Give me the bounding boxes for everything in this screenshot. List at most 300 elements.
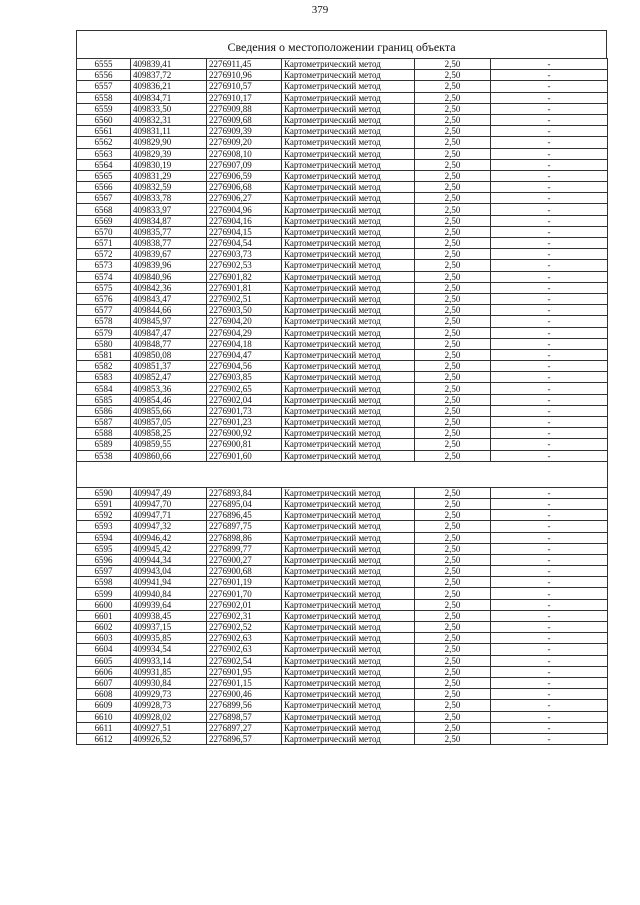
description-cell: -	[491, 170, 608, 181]
x-coordinate-cell: 409844,66	[131, 305, 207, 316]
accuracy-cell: 2,50	[415, 599, 491, 610]
x-coordinate-cell: 409933,14	[131, 655, 207, 666]
description-cell: -	[491, 733, 608, 744]
table-row	[77, 487, 608, 498]
accuracy-cell: 2,50	[415, 383, 491, 394]
description-cell: -	[491, 126, 608, 137]
point-number-cell: 6610	[77, 711, 131, 722]
table-row	[77, 383, 608, 394]
y-coordinate-cell: 2276907,09	[207, 159, 282, 170]
accuracy-cell: 2,50	[415, 271, 491, 282]
point-number-cell: 6560	[77, 114, 131, 125]
y-coordinate-cell: 2276901,19	[207, 577, 282, 588]
description-cell: -	[491, 666, 608, 677]
point-number-cell: 6578	[77, 316, 131, 327]
x-coordinate-cell: 409938,45	[131, 610, 207, 621]
description-cell: -	[491, 238, 608, 249]
method-cell: Картометрический метод	[282, 81, 415, 92]
x-coordinate-cell: 409860,66	[131, 450, 207, 461]
point-number-cell: 6555	[77, 59, 131, 70]
point-number-cell: 6573	[77, 260, 131, 271]
point-number-cell: 6605	[77, 655, 131, 666]
x-coordinate-cell: 409831,11	[131, 126, 207, 137]
y-coordinate-cell: 2276902,01	[207, 599, 282, 610]
description-cell: -	[491, 655, 608, 666]
x-coordinate-cell: 409929,73	[131, 689, 207, 700]
y-coordinate-cell: 2276901,95	[207, 666, 282, 677]
y-coordinate-cell: 2276898,57	[207, 711, 282, 722]
table-row	[77, 577, 608, 588]
accuracy-cell: 2,50	[415, 722, 491, 733]
table-row	[77, 633, 608, 644]
description-cell: -	[491, 487, 608, 498]
description-cell: -	[491, 70, 608, 81]
x-coordinate-cell: 409937,15	[131, 622, 207, 633]
point-number-cell: 6559	[77, 103, 131, 114]
accuracy-cell: 2,50	[415, 439, 491, 450]
y-coordinate-cell: 2276903,85	[207, 372, 282, 383]
description-cell: -	[491, 610, 608, 621]
table-row	[77, 372, 608, 383]
table-row	[77, 193, 608, 204]
method-cell: Картометрический метод	[282, 293, 415, 304]
description-cell: -	[491, 226, 608, 237]
y-coordinate-cell: 2276910,96	[207, 70, 282, 81]
accuracy-cell: 2,50	[415, 543, 491, 554]
point-number-cell: 6600	[77, 599, 131, 610]
accuracy-cell: 2,50	[415, 610, 491, 621]
point-number-cell: 6570	[77, 226, 131, 237]
accuracy-cell: 2,50	[415, 372, 491, 383]
table-row	[77, 238, 608, 249]
y-coordinate-cell: 2276906,59	[207, 170, 282, 181]
y-coordinate-cell: 2276897,27	[207, 722, 282, 733]
point-number-cell: 6596	[77, 554, 131, 565]
point-number-cell: 6556	[77, 70, 131, 81]
description-cell: -	[491, 599, 608, 610]
method-cell: Картометрический метод	[282, 532, 415, 543]
table-row	[77, 722, 608, 733]
x-coordinate-cell: 409833,97	[131, 204, 207, 215]
x-coordinate-cell: 409944,34	[131, 554, 207, 565]
point-number-cell: 6558	[77, 92, 131, 103]
table-row	[77, 361, 608, 372]
method-cell: Картометрический метод	[282, 417, 415, 428]
point-number-cell: 6598	[77, 577, 131, 588]
y-coordinate-cell: 2276909,88	[207, 103, 282, 114]
point-number-cell: 6607	[77, 677, 131, 688]
method-cell: Картометрический метод	[282, 510, 415, 521]
table-row	[77, 59, 608, 70]
description-cell: -	[491, 532, 608, 543]
accuracy-cell: 2,50	[415, 689, 491, 700]
x-coordinate-cell: 409947,49	[131, 487, 207, 498]
method-cell: Картометрический метод	[282, 193, 415, 204]
description-cell: -	[491, 215, 608, 226]
description-cell: -	[491, 588, 608, 599]
y-coordinate-cell: 2276902,52	[207, 622, 282, 633]
table-row	[77, 498, 608, 509]
table-row	[77, 170, 608, 181]
point-number-cell: 6595	[77, 543, 131, 554]
accuracy-cell: 2,50	[415, 305, 491, 316]
point-number-cell: 6579	[77, 327, 131, 338]
x-coordinate-cell: 409832,59	[131, 182, 207, 193]
accuracy-cell: 2,50	[415, 159, 491, 170]
accuracy-cell: 2,50	[415, 498, 491, 509]
method-cell: Картометрический метод	[282, 498, 415, 509]
table-row	[77, 405, 608, 416]
accuracy-cell: 2,50	[415, 193, 491, 204]
accuracy-cell: 2,50	[415, 510, 491, 521]
description-cell: -	[491, 148, 608, 159]
point-number-cell: 6582	[77, 361, 131, 372]
table-row	[77, 249, 608, 260]
accuracy-cell: 2,50	[415, 316, 491, 327]
description-cell: -	[491, 722, 608, 733]
method-cell: Картометрический метод	[282, 204, 415, 215]
accuracy-cell: 2,50	[415, 249, 491, 260]
point-number-cell: 6604	[77, 644, 131, 655]
point-number-cell: 6565	[77, 170, 131, 181]
accuracy-cell: 2,50	[415, 349, 491, 360]
y-coordinate-cell: 2276901,73	[207, 405, 282, 416]
y-coordinate-cell: 2276902,65	[207, 383, 282, 394]
x-coordinate-cell: 409854,46	[131, 394, 207, 405]
method-cell: Картометрический метод	[282, 226, 415, 237]
y-coordinate-cell: 2276909,68	[207, 114, 282, 125]
description-cell: -	[491, 349, 608, 360]
point-number-cell: 6572	[77, 249, 131, 260]
gap-cell	[77, 461, 608, 487]
x-coordinate-cell: 409836,21	[131, 81, 207, 92]
table-row	[77, 81, 608, 92]
x-coordinate-cell: 409947,70	[131, 498, 207, 509]
accuracy-cell: 2,50	[415, 588, 491, 599]
description-cell: -	[491, 271, 608, 282]
method-cell: Картометрический метод	[282, 733, 415, 744]
description-cell: -	[491, 566, 608, 577]
method-cell: Картометрический метод	[282, 59, 415, 70]
y-coordinate-cell: 2276906,27	[207, 193, 282, 204]
x-coordinate-cell: 409928,02	[131, 711, 207, 722]
y-coordinate-cell: 2276898,86	[207, 532, 282, 543]
table-row	[77, 644, 608, 655]
table-section-b	[77, 487, 608, 744]
y-coordinate-cell: 2276902,53	[207, 260, 282, 271]
table-row	[77, 566, 608, 577]
accuracy-cell: 2,50	[415, 417, 491, 428]
y-coordinate-cell: 2276910,17	[207, 92, 282, 103]
point-number-cell: 6609	[77, 700, 131, 711]
point-number-cell: 6583	[77, 372, 131, 383]
x-coordinate-cell: 409829,39	[131, 148, 207, 159]
x-coordinate-cell: 409945,42	[131, 543, 207, 554]
method-cell: Картометрический метод	[282, 677, 415, 688]
x-coordinate-cell: 409834,87	[131, 215, 207, 226]
description-cell: -	[491, 193, 608, 204]
table-row	[77, 204, 608, 215]
accuracy-cell: 2,50	[415, 450, 491, 461]
method-cell: Картометрический метод	[282, 644, 415, 655]
method-cell: Картометрический метод	[282, 622, 415, 633]
method-cell: Картометрический метод	[282, 428, 415, 439]
table-row	[77, 260, 608, 271]
table-row	[77, 92, 608, 103]
table-row	[77, 114, 608, 125]
y-coordinate-cell: 2276902,63	[207, 633, 282, 644]
description-cell: -	[491, 204, 608, 215]
y-coordinate-cell: 2276911,45	[207, 59, 282, 70]
table-title: Сведения о местоположении границ объекта	[76, 30, 607, 58]
table-row	[77, 103, 608, 114]
point-number-cell: 6566	[77, 182, 131, 193]
method-cell: Картометрический метод	[282, 666, 415, 677]
point-number-cell: 6580	[77, 338, 131, 349]
accuracy-cell: 2,50	[415, 238, 491, 249]
y-coordinate-cell: 2276893,84	[207, 487, 282, 498]
accuracy-cell: 2,50	[415, 577, 491, 588]
description-cell: -	[491, 510, 608, 521]
method-cell: Картометрический метод	[282, 182, 415, 193]
y-coordinate-cell: 2276904,18	[207, 338, 282, 349]
table-row	[77, 521, 608, 532]
y-coordinate-cell: 2276906,68	[207, 182, 282, 193]
y-coordinate-cell: 2276904,29	[207, 327, 282, 338]
point-number-cell: 6564	[77, 159, 131, 170]
x-coordinate-cell: 409931,85	[131, 666, 207, 677]
description-cell: -	[491, 260, 608, 271]
table-row	[77, 532, 608, 543]
table-row	[77, 338, 608, 349]
point-number-cell: 6576	[77, 293, 131, 304]
method-cell: Картометрический метод	[282, 349, 415, 360]
method-cell: Картометрический метод	[282, 633, 415, 644]
x-coordinate-cell: 409830,19	[131, 159, 207, 170]
table-row	[77, 700, 608, 711]
y-coordinate-cell: 2276903,50	[207, 305, 282, 316]
method-cell: Картометрический метод	[282, 405, 415, 416]
description-cell: -	[491, 498, 608, 509]
y-coordinate-cell: 2276900,27	[207, 554, 282, 565]
method-cell: Картометрический метод	[282, 566, 415, 577]
table-row	[77, 733, 608, 744]
description-cell: -	[491, 137, 608, 148]
x-coordinate-cell: 409928,73	[131, 700, 207, 711]
description-cell: -	[491, 543, 608, 554]
method-cell: Картометрический метод	[282, 722, 415, 733]
point-number-cell: 6591	[77, 498, 131, 509]
y-coordinate-cell: 2276895,04	[207, 498, 282, 509]
description-cell: -	[491, 182, 608, 193]
method-cell: Картометрический метод	[282, 92, 415, 103]
accuracy-cell: 2,50	[415, 633, 491, 644]
description-cell: -	[491, 439, 608, 450]
x-coordinate-cell: 409946,42	[131, 532, 207, 543]
description-cell: -	[491, 521, 608, 532]
method-cell: Картометрический метод	[282, 543, 415, 554]
y-coordinate-cell: 2276900,81	[207, 439, 282, 450]
accuracy-cell: 2,50	[415, 532, 491, 543]
table-row	[77, 271, 608, 282]
method-cell: Картометрический метод	[282, 316, 415, 327]
y-coordinate-cell: 2276902,31	[207, 610, 282, 621]
method-cell: Картометрический метод	[282, 610, 415, 621]
table-row	[77, 327, 608, 338]
description-cell: -	[491, 305, 608, 316]
method-cell: Картометрический метод	[282, 271, 415, 282]
description-cell: -	[491, 92, 608, 103]
method-cell: Картометрический метод	[282, 148, 415, 159]
method-cell: Картометрический метод	[282, 450, 415, 461]
description-cell: -	[491, 700, 608, 711]
table-row	[77, 305, 608, 316]
accuracy-cell: 2,50	[415, 170, 491, 181]
y-coordinate-cell: 2276904,16	[207, 215, 282, 226]
method-cell: Картометрический метод	[282, 588, 415, 599]
coordinates-table	[76, 58, 608, 745]
method-cell: Картометрический метод	[282, 159, 415, 170]
point-number-cell: 6590	[77, 487, 131, 498]
method-cell: Картометрический метод	[282, 655, 415, 666]
x-coordinate-cell: 409839,41	[131, 59, 207, 70]
y-coordinate-cell: 2276897,75	[207, 521, 282, 532]
y-coordinate-cell: 2276909,20	[207, 137, 282, 148]
y-coordinate-cell: 2276909,39	[207, 126, 282, 137]
description-cell: -	[491, 405, 608, 416]
y-coordinate-cell: 2276901,15	[207, 677, 282, 688]
point-number-cell: 6597	[77, 566, 131, 577]
y-coordinate-cell: 2276901,60	[207, 450, 282, 461]
page-number: 379	[311, 4, 329, 16]
x-coordinate-cell: 409852,47	[131, 372, 207, 383]
description-cell: -	[491, 159, 608, 170]
description-cell: -	[491, 338, 608, 349]
x-coordinate-cell: 409838,77	[131, 238, 207, 249]
table-row	[77, 655, 608, 666]
x-coordinate-cell: 409926,52	[131, 733, 207, 744]
description-cell: -	[491, 689, 608, 700]
description-cell: -	[491, 622, 608, 633]
method-cell: Картометрический метод	[282, 383, 415, 394]
accuracy-cell: 2,50	[415, 260, 491, 271]
description-cell: -	[491, 577, 608, 588]
method-cell: Картометрический метод	[282, 70, 415, 81]
table-row	[77, 439, 608, 450]
x-coordinate-cell: 409859,55	[131, 439, 207, 450]
table-row	[77, 316, 608, 327]
y-coordinate-cell: 2276896,45	[207, 510, 282, 521]
method-cell: Картометрический метод	[282, 305, 415, 316]
y-coordinate-cell: 2276902,63	[207, 644, 282, 655]
point-number-cell: 6584	[77, 383, 131, 394]
accuracy-cell: 2,50	[415, 622, 491, 633]
y-coordinate-cell: 2276904,47	[207, 349, 282, 360]
method-cell: Картометрический метод	[282, 103, 415, 114]
point-number-cell: 6574	[77, 271, 131, 282]
accuracy-cell: 2,50	[415, 487, 491, 498]
x-coordinate-cell: 409848,77	[131, 338, 207, 349]
accuracy-cell: 2,50	[415, 655, 491, 666]
x-coordinate-cell: 409934,54	[131, 644, 207, 655]
x-coordinate-cell: 409832,31	[131, 114, 207, 125]
x-coordinate-cell: 409834,71	[131, 92, 207, 103]
point-number-cell: 6561	[77, 126, 131, 137]
point-number-cell: 6581	[77, 349, 131, 360]
description-cell: -	[491, 327, 608, 338]
x-coordinate-cell: 409833,50	[131, 103, 207, 114]
table-row	[77, 137, 608, 148]
x-coordinate-cell: 409857,05	[131, 417, 207, 428]
accuracy-cell: 2,50	[415, 733, 491, 744]
x-coordinate-cell: 409858,25	[131, 428, 207, 439]
point-number-cell: 6589	[77, 439, 131, 450]
point-number-cell: 6577	[77, 305, 131, 316]
method-cell: Картометрический метод	[282, 521, 415, 532]
y-coordinate-cell: 2276904,56	[207, 361, 282, 372]
table-row	[77, 70, 608, 81]
accuracy-cell: 2,50	[415, 554, 491, 565]
x-coordinate-cell: 409840,96	[131, 271, 207, 282]
y-coordinate-cell: 2276902,54	[207, 655, 282, 666]
table-row	[77, 622, 608, 633]
accuracy-cell: 2,50	[415, 361, 491, 372]
y-coordinate-cell: 2276901,82	[207, 271, 282, 282]
method-cell: Картометрический метод	[282, 260, 415, 271]
y-coordinate-cell: 2276910,57	[207, 81, 282, 92]
point-number-cell: 6587	[77, 417, 131, 428]
description-cell: -	[491, 428, 608, 439]
point-number-cell: 6602	[77, 622, 131, 633]
x-coordinate-cell: 409837,72	[131, 70, 207, 81]
table-row	[77, 226, 608, 237]
x-coordinate-cell: 409947,32	[131, 521, 207, 532]
y-coordinate-cell: 2276896,57	[207, 733, 282, 744]
y-coordinate-cell: 2276908,10	[207, 148, 282, 159]
point-number-cell: 6599	[77, 588, 131, 599]
point-number-cell: 6571	[77, 238, 131, 249]
y-coordinate-cell: 2276901,23	[207, 417, 282, 428]
method-cell: Картометрический метод	[282, 126, 415, 137]
description-cell: -	[491, 372, 608, 383]
method-cell: Картометрический метод	[282, 249, 415, 260]
y-coordinate-cell: 2276899,56	[207, 700, 282, 711]
point-number-cell: 6567	[77, 193, 131, 204]
accuracy-cell: 2,50	[415, 338, 491, 349]
point-number-cell: 6575	[77, 282, 131, 293]
y-coordinate-cell: 2276902,04	[207, 394, 282, 405]
accuracy-cell: 2,50	[415, 677, 491, 688]
method-cell: Картометрический метод	[282, 114, 415, 125]
method-cell: Картометрический метод	[282, 327, 415, 338]
y-coordinate-cell: 2276904,20	[207, 316, 282, 327]
x-coordinate-cell: 409855,66	[131, 405, 207, 416]
point-number-cell: 6612	[77, 733, 131, 744]
table-row	[77, 182, 608, 193]
y-coordinate-cell: 2276904,15	[207, 226, 282, 237]
table-row	[77, 666, 608, 677]
point-number-cell: 6606	[77, 666, 131, 677]
accuracy-cell: 2,50	[415, 327, 491, 338]
method-cell: Картометрический метод	[282, 338, 415, 349]
y-coordinate-cell: 2276902,51	[207, 293, 282, 304]
method-cell: Картометрический метод	[282, 361, 415, 372]
table-section-a	[77, 59, 608, 462]
coordinates-sheet	[76, 30, 607, 745]
method-cell: Картометрический метод	[282, 711, 415, 722]
x-coordinate-cell: 409835,77	[131, 226, 207, 237]
accuracy-cell: 2,50	[415, 215, 491, 226]
